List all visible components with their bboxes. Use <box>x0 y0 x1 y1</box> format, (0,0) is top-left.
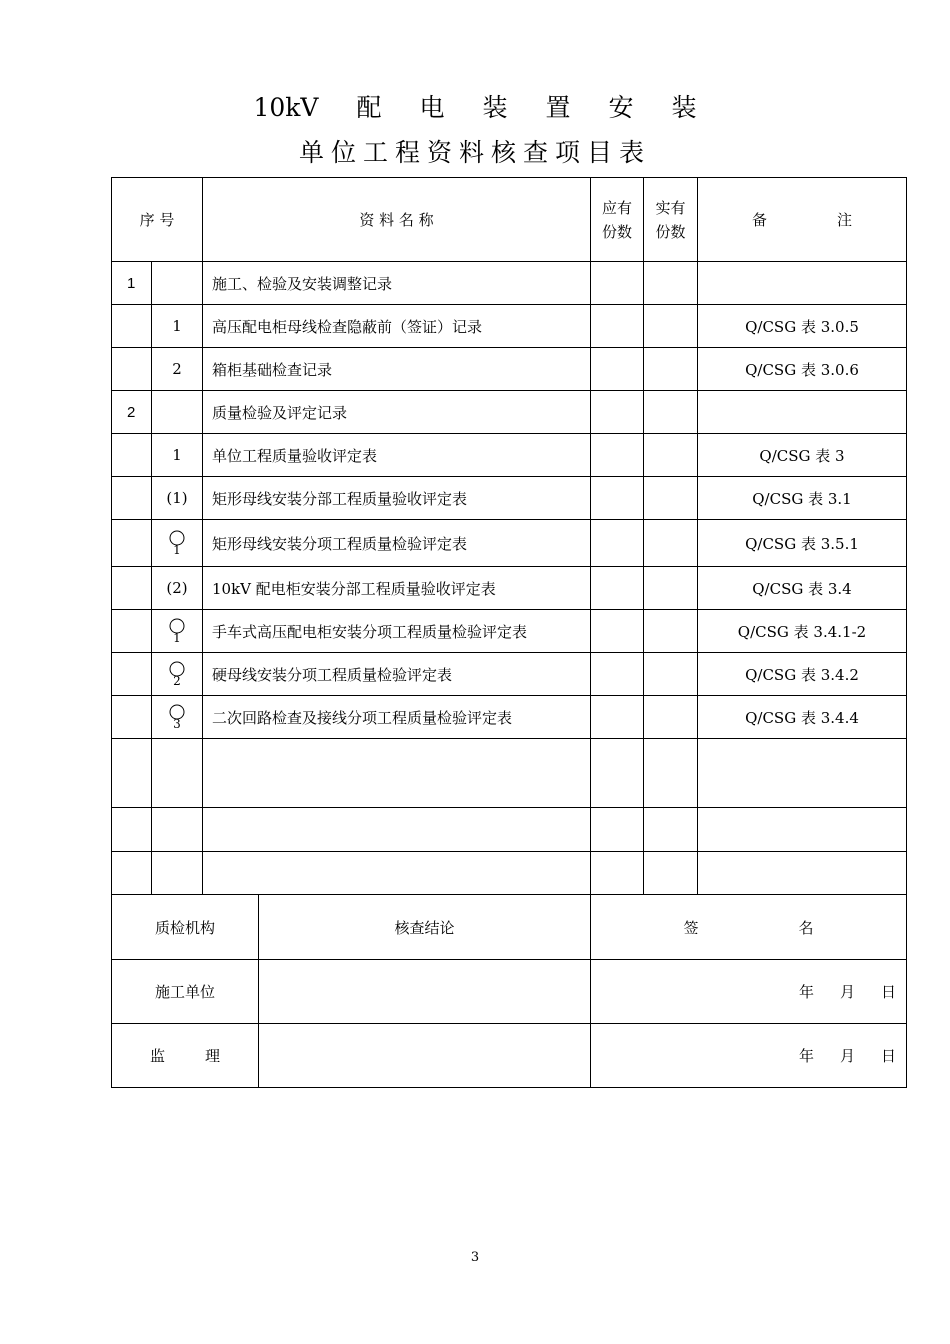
header-remark-a: 备 <box>751 211 767 229</box>
date-day: 日 <box>880 1047 896 1065</box>
date-month: 月 <box>839 1047 855 1065</box>
item-remark: Q/CSG 表 3.0.6 <box>698 348 907 391</box>
actual-count <box>644 391 698 434</box>
header-name: 资 料 名 称 <box>203 178 591 262</box>
required-count <box>591 348 644 391</box>
item-remark <box>698 262 907 305</box>
table-row <box>112 348 907 391</box>
date-day: 日 <box>880 983 896 1001</box>
conclusion-label: 核查结论 <box>259 895 591 960</box>
supervisor-conclusion-cell <box>259 1024 591 1088</box>
item-number-circled <box>152 696 203 739</box>
item-number <box>152 262 203 305</box>
section-number: 1 <box>112 262 152 305</box>
date-year: 年 <box>798 983 814 1001</box>
empty-row <box>112 852 907 895</box>
section-number <box>112 567 152 610</box>
supervisor-date <box>591 1024 907 1088</box>
required-count <box>591 434 644 477</box>
item-name: 单位工程质量验收评定表 <box>203 434 591 477</box>
item-number: 1 <box>152 305 203 348</box>
item-remark: Q/CSG 表 3.4.1-2 <box>698 610 907 653</box>
item-name: 手车式高压配电柜安装分项工程质量检验评定表 <box>203 610 591 653</box>
supervisor-label-a: 监 <box>149 1047 165 1065</box>
header-remark <box>698 178 907 262</box>
quality-org-label: 质检机构 <box>112 895 259 960</box>
actual-count <box>644 653 698 696</box>
item-name: 箱柜基础检查记录 <box>203 348 591 391</box>
table-row <box>112 262 907 305</box>
item-number-circled <box>152 610 203 653</box>
header-required <box>591 178 644 262</box>
required-count <box>591 391 644 434</box>
section-number <box>112 610 152 653</box>
signature-label-a: 签 <box>683 918 699 937</box>
item-remark: Q/CSG 表 3.0.5 <box>698 305 907 348</box>
required-count <box>591 653 644 696</box>
supervisor-label <box>112 1024 259 1088</box>
header-actual <box>644 178 698 262</box>
table-row <box>112 610 907 653</box>
required-count <box>591 520 644 567</box>
section-number <box>112 653 152 696</box>
required-count <box>591 567 644 610</box>
supervisor-row <box>112 1024 907 1088</box>
header-required-l1: 应有 <box>601 198 632 217</box>
header-seq: 序 号 <box>112 178 203 262</box>
table-row <box>112 653 907 696</box>
item-number: (2) <box>152 567 203 610</box>
item-name: 硬母线安装分项工程质量检验评定表 <box>203 653 591 696</box>
item-remark: Q/CSG 表 3.5.1 <box>698 520 907 567</box>
signature-label-b: 名 <box>798 918 814 937</box>
item-number: 1 <box>152 434 203 477</box>
header-required-l2: 份数 <box>601 222 632 241</box>
title-seg: 装 <box>671 93 697 122</box>
required-count <box>591 696 644 739</box>
actual-count <box>644 610 698 653</box>
item-name: 矩形母线安装分部工程质量验收评定表 <box>203 477 591 520</box>
section-number <box>112 434 152 477</box>
actual-count <box>644 696 698 739</box>
circled-digit: 3 <box>173 717 181 731</box>
section-number <box>112 477 152 520</box>
item-remark <box>698 391 907 434</box>
signature-header-row <box>112 895 907 960</box>
item-remark: Q/CSG 表 3.4.4 <box>698 696 907 739</box>
construction-unit-label: 施工单位 <box>112 960 259 1024</box>
actual-count <box>644 567 698 610</box>
construction-conclusion-cell <box>259 960 591 1024</box>
circled-number-icon <box>165 660 189 688</box>
required-count <box>591 262 644 305</box>
header-actual-l1: 实有 <box>655 198 686 217</box>
section-number <box>112 348 152 391</box>
document-title-line2: 单位工程资料核查项目表 <box>298 138 651 167</box>
section-number <box>112 696 152 739</box>
construction-unit-row <box>112 960 907 1024</box>
table-row <box>112 520 907 567</box>
date-month: 月 <box>839 983 855 1001</box>
item-remark: Q/CSG 表 3.4.2 <box>698 653 907 696</box>
table-row <box>112 567 907 610</box>
empty-row <box>112 808 907 852</box>
header-actual-l2: 份数 <box>655 222 686 241</box>
actual-count <box>644 520 698 567</box>
required-count <box>591 610 644 653</box>
required-count <box>591 305 644 348</box>
item-name: 高压配电柜母线检查隐蔽前（签证）记录 <box>203 305 591 348</box>
item-remark: Q/CSG 表 3.4 <box>698 567 907 610</box>
table-row <box>112 434 907 477</box>
title-seg: 安 <box>608 93 634 122</box>
title-seg: 10kV <box>253 93 319 122</box>
signature-label <box>591 895 907 960</box>
table-row <box>112 305 907 348</box>
table-row <box>112 696 907 739</box>
circled-number-icon <box>165 703 189 731</box>
circled-digit: 1 <box>173 543 181 557</box>
title-seg: 置 <box>545 93 571 122</box>
item-name: 矩形母线安装分项工程质量检验评定表 <box>203 520 591 567</box>
item-name: 二次回路检查及接线分项工程质量检验评定表 <box>203 696 591 739</box>
item-number <box>152 391 203 434</box>
circled-number-icon <box>165 529 189 557</box>
table-row <box>112 391 907 434</box>
item-remark: Q/CSG 表 3 <box>698 434 907 477</box>
title-seg: 配 <box>356 93 382 122</box>
actual-count <box>644 348 698 391</box>
date-year: 年 <box>798 1047 814 1065</box>
document-title-line1 <box>0 88 950 128</box>
checklist-table <box>111 177 907 1088</box>
actual-count <box>644 434 698 477</box>
item-number: 2 <box>152 348 203 391</box>
empty-row <box>112 739 907 808</box>
circled-digit: 2 <box>173 674 181 688</box>
header-remark-b: 注 <box>837 211 853 229</box>
construction-date <box>591 960 907 1024</box>
item-name: 质量检验及评定记录 <box>203 391 591 434</box>
header-row <box>112 178 907 262</box>
circled-number-icon <box>165 617 189 645</box>
actual-count <box>644 305 698 348</box>
item-remark: Q/CSG 表 3.1 <box>698 477 907 520</box>
actual-count <box>644 262 698 305</box>
item-name: 施工、检验及安装调整记录 <box>203 262 591 305</box>
supervisor-label-b: 理 <box>205 1047 221 1065</box>
circled-digit: 1 <box>173 631 181 645</box>
required-count <box>591 477 644 520</box>
section-number: 2 <box>112 391 152 434</box>
section-number <box>112 305 152 348</box>
title-seg: 电 <box>419 93 445 122</box>
item-number-circled <box>152 653 203 696</box>
section-number <box>112 520 152 567</box>
item-name: 10kV 配电柜安装分部工程质量验收评定表 <box>203 567 591 610</box>
item-number-circled <box>152 520 203 567</box>
item-number: (1) <box>152 477 203 520</box>
title-seg: 装 <box>482 93 508 122</box>
page-number: 3 <box>470 1250 480 1265</box>
table-row <box>112 477 907 520</box>
actual-count <box>644 477 698 520</box>
